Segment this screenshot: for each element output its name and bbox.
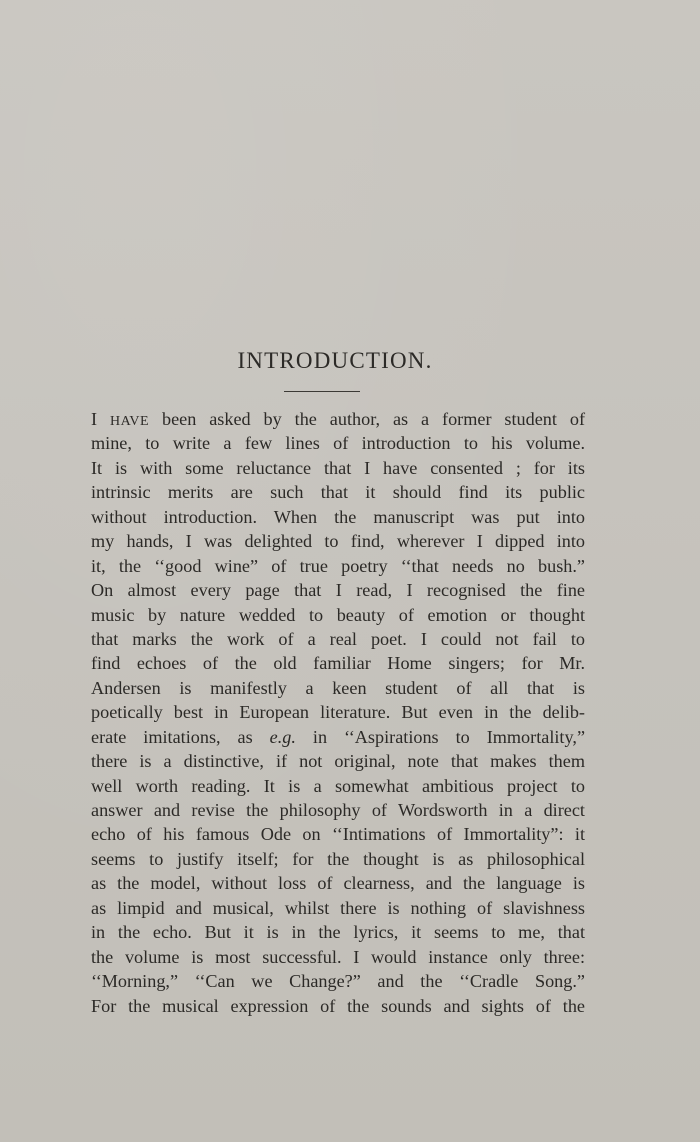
page-title: INTRODUCTION. — [237, 348, 433, 373]
introduction-paragraph — [91, 407, 585, 1018]
text-line: Andersen is manifestly a keen student of all that is — [91, 677, 585, 698]
text-line: For the musical expression of the sounds and sights of the — [91, 995, 585, 1016]
text-line: my hands, I was delighted to find, wherever I dipped into — [91, 531, 585, 552]
text-line: poetically best in European literature. But even in the delib- — [91, 702, 585, 723]
text-line: erate imitations, as e.g. in ‘‘Aspirations to Immortality,” — [91, 726, 586, 747]
text-line: intrinsic merits are such that it should find its public — [91, 482, 585, 503]
text-line: mine, to write a few lines of introduction to his volume. — [91, 433, 585, 454]
text-line: find echoes of the old familiar Home singers; for Mr. — [91, 653, 585, 674]
text-line: that marks the work of a real poet. I could not fail to — [91, 628, 585, 649]
text-line: as the model, without loss of clearness, and the language is — [91, 873, 585, 894]
text-line: there is a distinctive, if not original, note that makes them — [91, 751, 585, 772]
text-line: On almost every page that I read, I recognised the fine — [91, 580, 585, 601]
text-line: as limpid and musical, whilst there is nothing of slavishness — [91, 897, 585, 918]
text-line: the volume is most successful. I would instance only three: — [91, 946, 585, 967]
text-line: I HAVE been asked by the author, as a former student of — [91, 409, 586, 429]
text-line: music by nature wedded to beauty of emotion or thought — [91, 604, 585, 625]
text-line: seems to justify itself; for the thought is as philosophical — [91, 848, 585, 869]
text-line: in the echo. But it is in the lyrics, it seems to me, that — [91, 922, 585, 943]
italic-abbreviation: e.g. — [269, 726, 296, 747]
text-line: well worth reading. It is a somewhat ambitious project to — [91, 775, 585, 796]
small-caps-word: HAVE — [109, 414, 150, 429]
text-line: it, the ‘‘good wine” of true poetry ‘‘that needs no bush.” — [91, 555, 585, 576]
title-rule — [284, 391, 360, 392]
text-line: It is with some reluctance that I have consented ; for its — [91, 457, 585, 478]
text-line: answer and revise the philosophy of Wordsworth in a direct — [91, 800, 585, 820]
text-line: without introduction. When the manuscript was put into — [91, 506, 585, 527]
drop-word: I — [91, 409, 98, 429]
text-line: ‘‘Morning,” ‘‘Can we Change?” and the ‘‘Cradle Song.” — [91, 971, 585, 992]
text-line: echo of his famous Ode on ‘‘Intimations of Immortality”: it — [91, 824, 585, 845]
